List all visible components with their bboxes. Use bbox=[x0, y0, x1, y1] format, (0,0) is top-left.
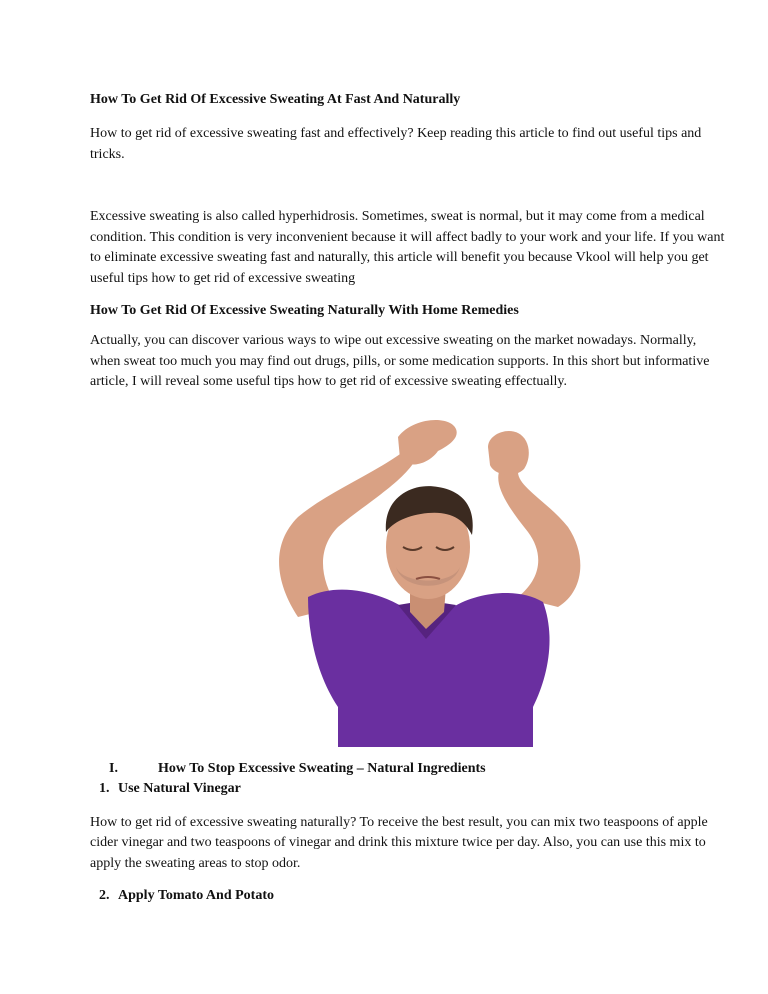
home-remedies-heading: How To Get Rid Of Excessive Sweating Naturally With Home Remedies bbox=[90, 303, 519, 318]
list-item-1 bbox=[90, 779, 730, 799]
left-hand-shape bbox=[398, 419, 457, 464]
list-item-2-title: Apply Tomato And Potato bbox=[118, 888, 274, 903]
section-title: How To Stop Excessive Sweating – Natural Ingredients bbox=[158, 760, 486, 776]
article-body bbox=[90, 90, 730, 906]
sweating-man-illustration bbox=[188, 407, 628, 747]
vinegar-paragraph: How to get rid of excessive sweating naturally? To receive the best result, you can mix two teaspoons of apple cider vinegar and two teaspoons of vinegar and drink this mixture twice per day. Also, you can use this mix to apply the sweating areas to stop odor. bbox=[90, 814, 708, 871]
intro-paragraph: How to get rid of excessive sweating fast and effectively? Keep reading this article to find out useful tips and tricks. bbox=[90, 126, 702, 162]
right-hand-shape bbox=[488, 430, 529, 474]
list-item-1-number: 1. bbox=[99, 780, 110, 796]
sweating-man-photo bbox=[188, 407, 628, 747]
section-number: I. bbox=[109, 760, 118, 776]
remedies-paragraph: Actually, you can discover various ways to wipe out excessive sweating on the market nowadays. Normally, when sweat too much you may find out drugs, pills, or some medication supports. In this short but informative article, I will reveal some useful tips how to get rid of excessive sweating effectually. bbox=[90, 333, 710, 389]
list-item-2 bbox=[90, 886, 730, 906]
hyperhidrosis-paragraph: Excessive sweating is also called hyperhidrosis. Sometimes, sweat is normal, but it may come from a medical condition. This condition is very inconvenient because it will affect badly to your work and your life. If you want to eliminate excessive sweating fast and naturally, this article will benefit you because Vkool will help you get useful tips how to get rid of excessive sweating bbox=[90, 209, 725, 286]
list-item-1-title: Use Natural Vinegar bbox=[118, 780, 241, 796]
right-arm-shape bbox=[498, 462, 580, 606]
list-item-2-number: 2. bbox=[99, 888, 110, 903]
section-heading-i bbox=[90, 759, 730, 779]
article-title: How To Get Rid Of Excessive Sweating At Fast And Naturally bbox=[90, 92, 461, 107]
